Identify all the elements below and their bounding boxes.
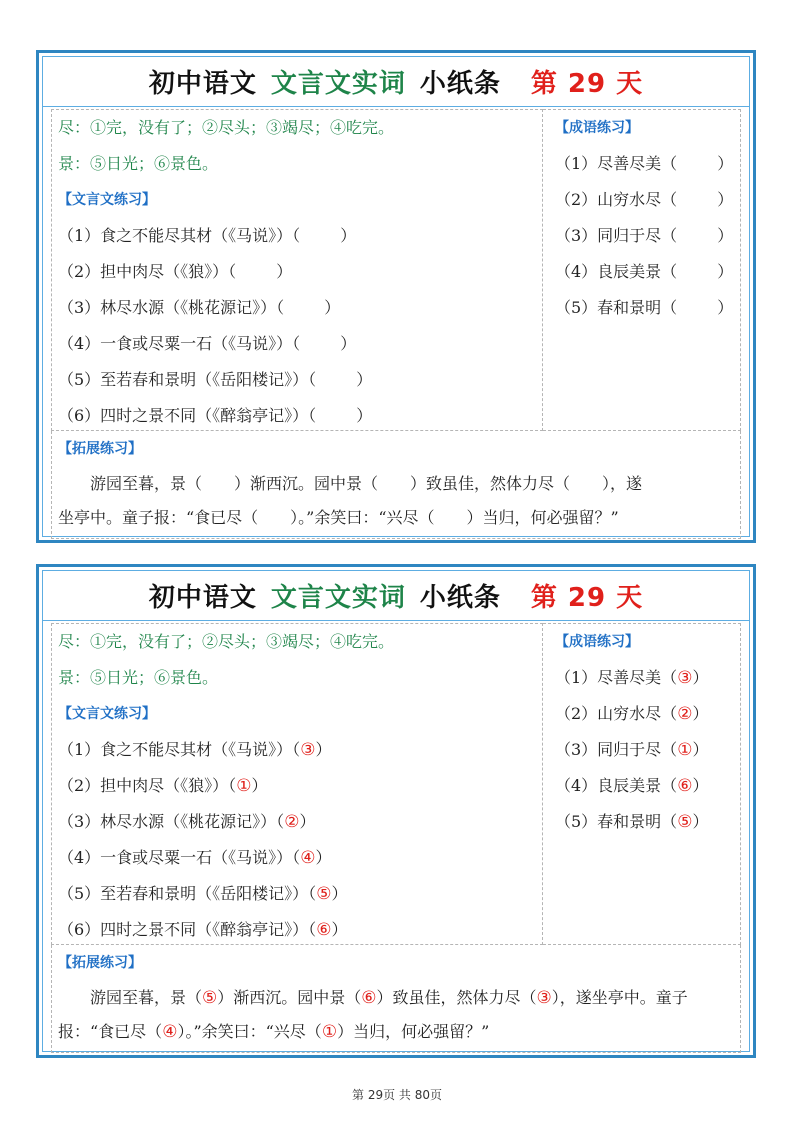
idiom-item-text: （2）山穷水尽（ [555, 190, 678, 209]
idiom-item [543, 696, 740, 732]
classical-item-close: ） [356, 406, 373, 425]
idiom-practice-label: 【成语练习】 [555, 120, 639, 136]
extension-practice-label: 【拓展练习】 [58, 955, 142, 971]
answer-blank: ⑤ [316, 884, 332, 904]
title-note: 小纸条 [419, 69, 501, 99]
extension-text: ）致虽佳，然体力尽（ [376, 988, 537, 1007]
classical-item-text: （6）四时之景不同（《醉翁亭记》）（ [58, 406, 317, 425]
extension-section [51, 945, 741, 1053]
extension-section [51, 431, 741, 539]
extension-practice-label: 【拓展练习】 [58, 441, 142, 457]
classical-item-text: （3）林尽水源（《桃花源记》）（ [58, 298, 285, 317]
answer-blank: ⑥ [316, 920, 332, 940]
definition-jing: 景：⑤日光；⑥景色。 [58, 668, 219, 687]
classical-item-text: （1）食之不能尽其材（《马说》）（ [58, 740, 301, 759]
classical-item-close: ） [315, 740, 332, 759]
title-topic: 文言文实词 [270, 69, 406, 99]
idiom-item [543, 804, 740, 840]
answer-blank: ⑥ [677, 776, 693, 796]
idiom-item-text: （5）春和景明（ [555, 812, 678, 831]
classical-item [52, 290, 542, 326]
classical-item [52, 840, 542, 876]
classical-item [52, 912, 542, 948]
idiom-item-text: （2）山穷水尽（ [555, 704, 678, 723]
answer-blank: ③ [300, 740, 316, 760]
classical-item-close: ） [340, 334, 357, 353]
title-day: 第 29 天 [530, 583, 644, 613]
idiom-item-close: ） [692, 668, 709, 687]
definition-jin: 尽：①完，没有了；②尽头；③竭尽；④吃完。 [58, 632, 395, 651]
extension-text: ）渐西沉。园中景（ [217, 988, 362, 1007]
classical-practice-label: 【文言文练习】 [58, 706, 156, 722]
classical-item-close: ） [276, 262, 293, 281]
extension-passage-line-2: 坐亭中。童子报：“食已尽（ ）。”余笑曰：“兴尽（ ）当归，何必强留？” [58, 508, 619, 527]
idiom-item-close: ） [692, 704, 709, 723]
classical-item-close: ） [331, 884, 348, 903]
answer-blank: ② [677, 704, 693, 724]
extension-answer: ⑥ [361, 988, 377, 1008]
idiom-item [543, 660, 740, 696]
idiom-item-close: ） [717, 298, 734, 317]
definitions-and-classical-section [51, 109, 543, 431]
classical-practice-label: 【文言文练习】 [58, 192, 156, 208]
idiom-section [543, 109, 741, 431]
classical-item-text: （1）食之不能尽其材（《马说》）（ [58, 226, 301, 245]
classical-item [52, 326, 542, 362]
classical-item-text: （4）一食或尽粟一石（《马说》）（ [58, 848, 301, 867]
worksheet-card-blank [36, 50, 756, 543]
title-topic: 文言文实词 [270, 583, 406, 613]
classical-item-close: ） [356, 370, 373, 389]
idiom-item-close: ） [717, 226, 734, 245]
title-subject: 初中语文 [148, 583, 257, 613]
classical-item [52, 362, 542, 398]
extension-answer: ⑤ [202, 988, 218, 1008]
classical-item-text: （2）担中肉尽（《狼》）（ [58, 776, 237, 795]
extension-passage [52, 981, 740, 1049]
answer-blank: ③ [677, 668, 693, 688]
extension-answer: ① [321, 1022, 338, 1042]
classical-item-text: （5）至若春和景明（《岳阳楼记》）（ [58, 884, 317, 903]
idiom-practice-label: 【成语练习】 [555, 634, 639, 650]
extension-text: ），遂坐亭中。童子报：“食已尽（ [58, 988, 688, 1041]
idiom-item [543, 768, 740, 804]
classical-item-text: （5）至若春和景明（《岳阳楼记》）（ [58, 370, 317, 389]
extension-answer: ④ [162, 1022, 178, 1042]
idiom-item-text: （3）同归于尽（ [555, 226, 678, 245]
idiom-item-close: ） [692, 812, 709, 831]
idiom-item-close: ） [692, 740, 709, 759]
classical-item [52, 804, 542, 840]
classical-item-text: （4）一食或尽粟一石（《马说》）（ [58, 334, 301, 353]
definition-jing: 景：⑤日光；⑥景色。 [58, 154, 219, 173]
idiom-item-close: ） [692, 776, 709, 795]
idiom-item-close: ） [717, 262, 734, 281]
idiom-item [543, 146, 740, 182]
classical-item-text: （6）四时之景不同（《醉翁亭记》）（ [58, 920, 317, 939]
title-note: 小纸条 [419, 583, 501, 613]
idiom-item-text: （5）春和景明（ [555, 298, 678, 317]
answer-blank: ① [677, 740, 693, 760]
title-day: 第 29 天 [530, 69, 644, 99]
classical-practice-list [52, 732, 542, 948]
idiom-item [543, 254, 740, 290]
classical-item-text: （3）林尽水源（《桃花源记》）（ [58, 812, 285, 831]
classical-item [52, 732, 542, 768]
card-title [43, 57, 749, 107]
idiom-item-close: ） [717, 154, 734, 173]
idiom-item-text: （4）良辰美景（ [555, 776, 678, 795]
definitions-and-classical-section [51, 623, 543, 945]
idiom-item [543, 290, 740, 326]
idiom-practice-list [543, 660, 740, 840]
card-inner [42, 570, 750, 1052]
idiom-item-close: ） [717, 190, 734, 209]
classical-item-close: ） [315, 848, 332, 867]
extension-text: ）当归，何必强留？” [337, 1022, 490, 1041]
card-inner [42, 56, 750, 537]
idiom-item-text: （4）良辰美景（ [555, 262, 678, 281]
classical-item [52, 398, 542, 434]
answer-blank: ① [236, 776, 252, 796]
classical-item-close: ） [340, 226, 357, 245]
classical-item [52, 218, 542, 254]
extension-text: 游园至暮，景（ [90, 988, 203, 1007]
idiom-item-text: （1）尽善尽美（ [555, 668, 678, 687]
idiom-section [543, 623, 741, 945]
worksheet-card-answers [36, 564, 756, 1058]
classical-item-close: ） [324, 298, 341, 317]
classical-item-close: ） [251, 776, 268, 795]
idiom-item-text: （1）尽善尽美（ [555, 154, 678, 173]
definition-jin: 尽：①完，没有了；②尽头；③竭尽；④吃完。 [58, 118, 395, 137]
answer-blank: ⑤ [677, 812, 693, 832]
classical-item-text: （2）担中肉尽（《狼》）（ [58, 262, 237, 281]
extension-answer: ③ [536, 988, 552, 1008]
idiom-item [543, 218, 740, 254]
classical-item-close: ） [299, 812, 316, 831]
idiom-practice-list [543, 146, 740, 326]
classical-item-close: ） [331, 920, 348, 939]
idiom-item-text: （3）同归于尽（ [555, 740, 678, 759]
extension-text: ）。”余笑曰：“兴尽（ [177, 1022, 322, 1041]
title-subject: 初中语文 [148, 69, 257, 99]
card-title [43, 571, 749, 621]
idiom-item [543, 732, 740, 768]
classical-item [52, 876, 542, 912]
answer-blank: ④ [300, 848, 316, 868]
page-footer: 第 29页 共 80页 [352, 1088, 442, 1102]
classical-item [52, 768, 542, 804]
classical-item [52, 254, 542, 290]
extension-passage-line-1: 游园至暮，景（ ）渐西沉。园中景（ ）致虽佳，然体力尽（ ），遂 [90, 474, 643, 493]
answer-blank: ② [284, 812, 300, 832]
idiom-item [543, 182, 740, 218]
classical-practice-list [52, 218, 542, 434]
